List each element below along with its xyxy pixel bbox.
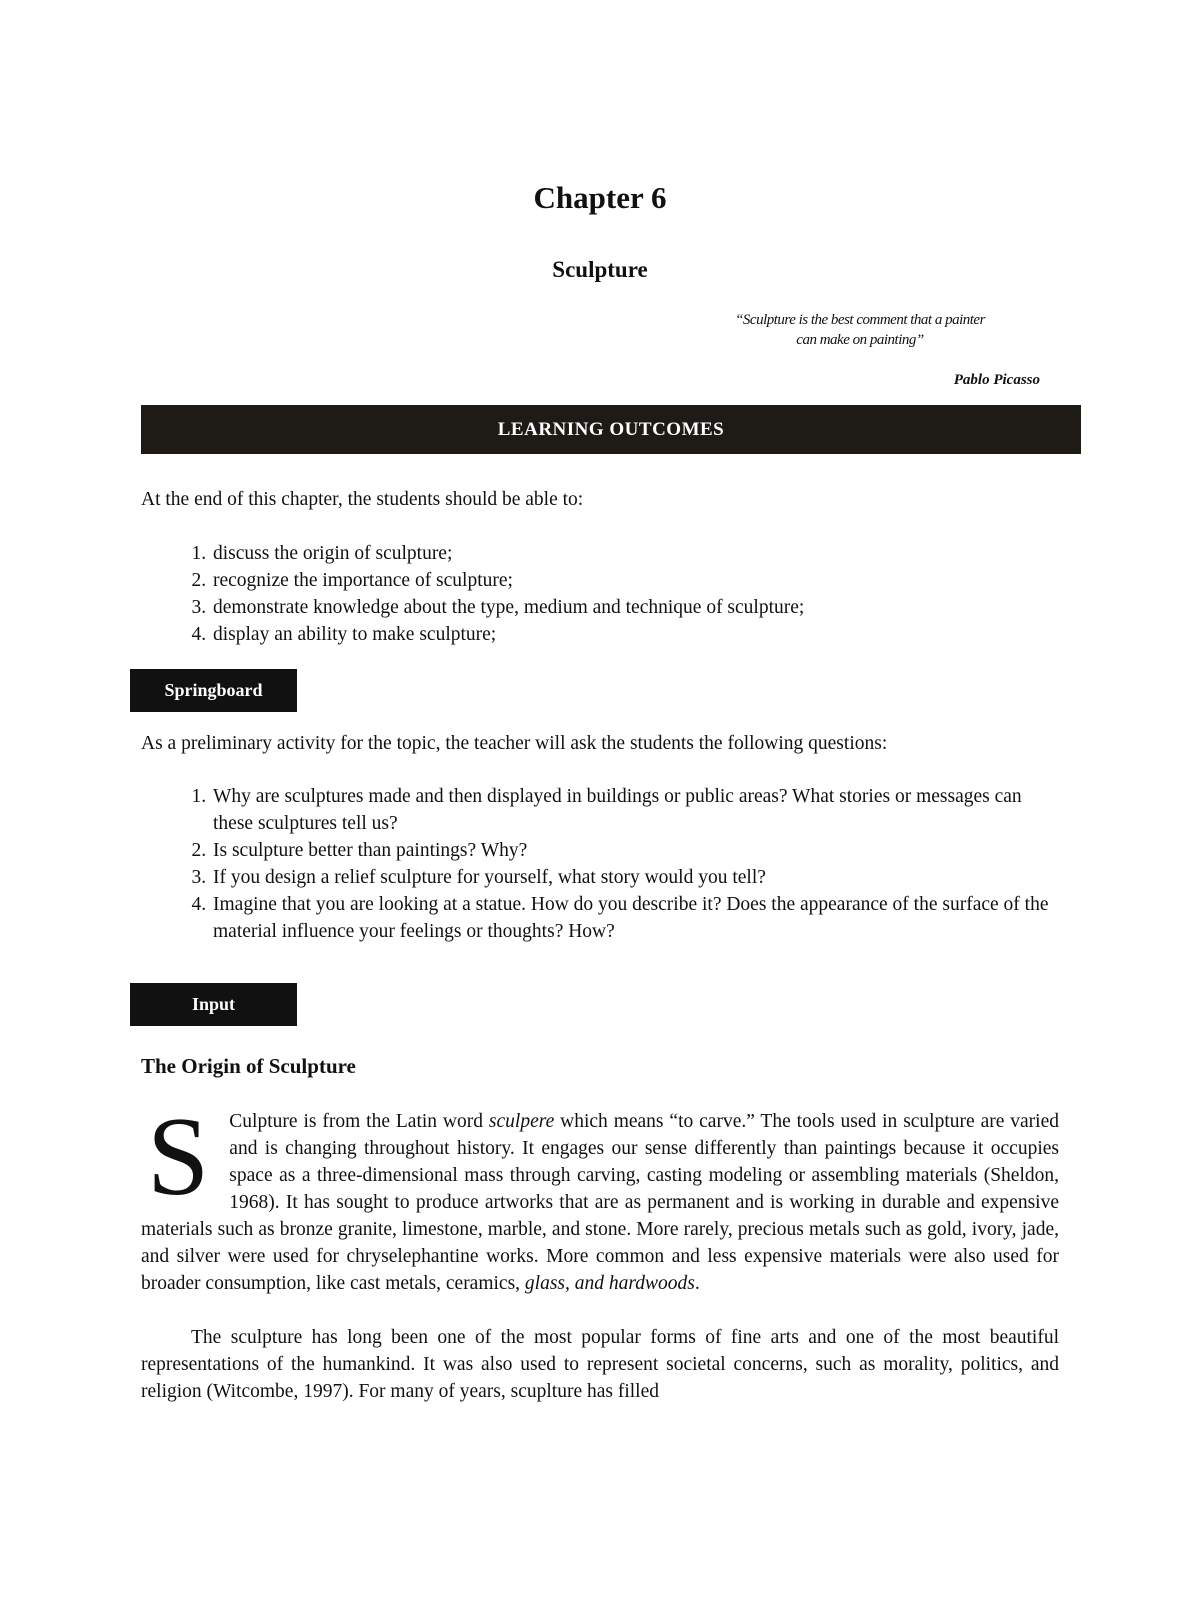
springboard-label: Springboard [130,669,297,712]
list-item: 3. If you design a relief sculpture for yourself, what story would you tell? [211,864,1059,891]
list-item: 4. display an ability to make sculpture; [211,621,1059,648]
body-text [141,1095,1059,1405]
list-item: 1. Why are sculptures made and then displayed in buildings or public areas? What stories or messages can these sculptures tell us? [211,783,1059,837]
text-run: Culpture is from the Latin word [229,1111,489,1132]
list-item: 3. demonstrate knowledge about the type, medium and technique of sculpture; [211,594,1059,621]
quote-line: can make on painting” [796,332,924,348]
learning-outcomes-banner: LEARNING OUTCOMES [141,405,1081,454]
latin-term: sculpere [488,1111,555,1132]
input-label: Input [130,983,297,1026]
drop-cap: S [147,1095,210,1219]
springboard-intro: As a preliminary activity for the topic, the teacher will ask the students the following questions: [141,733,888,754]
paragraph [141,1095,1059,1297]
paragraph: The sculpture has long been one of the most popular forms of fine arts and one of the most beautiful representations of the humankind. It was also used to represent societal concerns, such as morality, politics, and religion (Witcombe, 1997). For many of years, scuplture has filled [141,1327,1059,1402]
origin-heading: The Origin of Sculpture [141,1054,356,1078]
list-item: 1. discuss the origin of sculpture; [211,540,1059,567]
questions-list [141,783,1059,945]
list-item: 2. Is sculpture better than paintings? Why? [211,837,1059,864]
text-run: . [694,1273,700,1294]
quote-line: “Sculpture is the best comment that a painter [735,312,985,328]
quote-author: Pablo Picasso [953,372,1040,388]
chapter-title: Chapter 6 [533,180,667,215]
text-run: which means “to carve.” The tools used in sculpture are varied and is changing throughout history. It engages our sense differently than paintings because it occupies space as a three-dimensional mass through carving, casting modeling or assembling materials (Sheldon, 1968). It has sought to produce artworks that are as permanent and is working in durable and expensive materials such as bronze granite, limestone, marble, and stone. More rarely, precious metals such as gold, ivory, jade, and silver were used for chryselephantine works. More common and less expensive materials were also used for broader consumption, like cast metals, ceramics, [141,1111,1059,1294]
list-item: 2. recognize the importance of sculpture; [211,567,1059,594]
italic-run: glass, and hardwoods [524,1273,695,1294]
outcomes-list [141,540,1059,648]
section-title: Sculpture [552,257,648,282]
outcomes-intro: At the end of this chapter, the students should be able to: [141,489,584,510]
epigraph-quote [680,310,1040,350]
list-item: 4. Imagine that you are looking at a statue. How do you describe it? Does the appearance of the surface of the material influence your feelings or thoughts? How? [211,891,1059,945]
